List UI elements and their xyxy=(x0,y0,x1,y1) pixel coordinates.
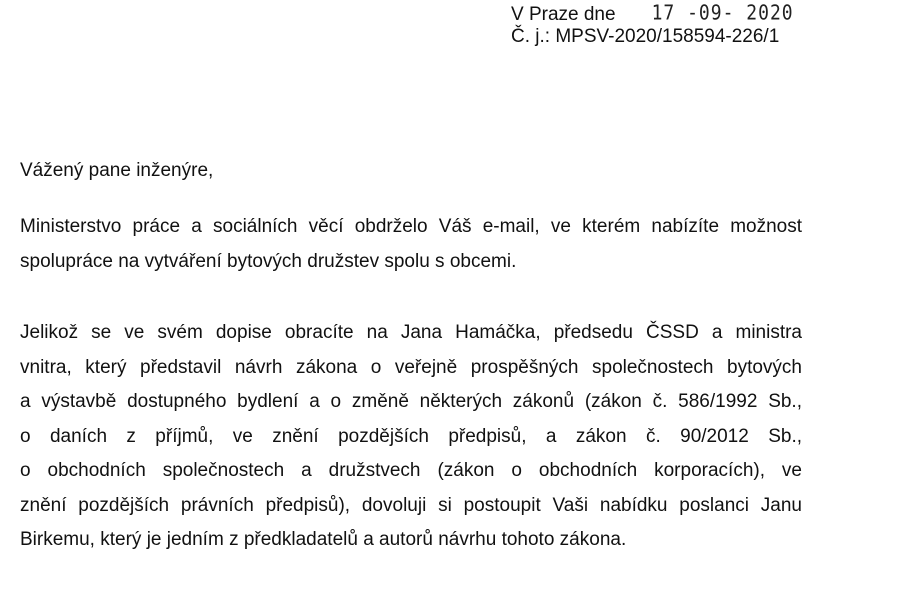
reference-number: Č. j.: MPSV-2020/158594-226/1 xyxy=(511,26,780,47)
salutation: Vážený pane inženýre, xyxy=(20,160,214,181)
paragraph-line: o daních z příjmů, ve znění pozdějších předpisů, a zákon č. 90/2012 Sb., xyxy=(20,425,802,447)
paragraph-line: Birkemu, který je jedním z předkladatelů a autorů návrhu tohoto zákona. xyxy=(20,529,627,550)
date-stamp: 17 -09- 2020 xyxy=(651,1,794,25)
paragraph-line: Ministerstvo práce a sociálních věcí obdrželo Váš e-mail, ve kterém nabízíte možnost xyxy=(20,216,802,237)
paragraph-1 xyxy=(20,210,802,279)
place-date-label: V Praze dne xyxy=(511,4,616,25)
paragraph-line: Jelikož se ve svém dopise obracíte na Jana Hamáčka, předsedu ČSSD a ministra xyxy=(20,322,802,343)
place-date-line xyxy=(511,1,794,26)
letter-header xyxy=(511,1,794,48)
paragraph-2 xyxy=(20,316,802,558)
paragraph-line: spolupráce na vytváření bytových družstev spolu s obcemi. xyxy=(20,250,517,272)
paragraph-line: a výstavbě dostupného bydlení a o změně některých zákonů (zákon č. 586/1992 Sb., xyxy=(20,391,802,412)
paragraph-line: o obchodních společnostech a družstvech (zákon o obchodních korporacích), ve xyxy=(20,460,802,481)
paragraph-line: vnitra, který představil návrh zákona o veřejně prospěšných společnostech bytových xyxy=(20,356,802,378)
paragraph-line: znění pozdějších právních předpisů), dovoluji si postoupit Vaši nabídku poslanci Janu xyxy=(20,494,802,516)
